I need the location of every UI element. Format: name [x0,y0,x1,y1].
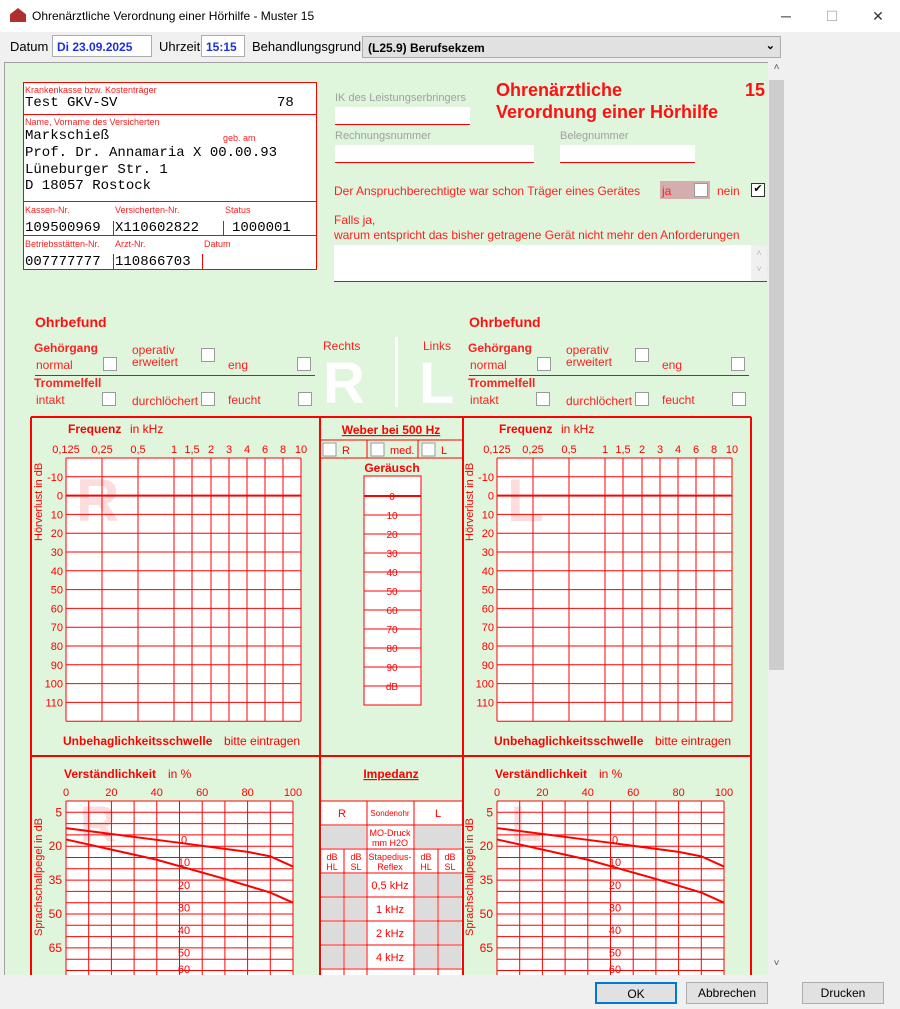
window-title: Ohrenärztliche Verordnung einer Hörhilfe - Muster 15 [32,9,315,23]
impedanz-db-sl: dB [444,852,456,862]
impedanz-l: L [434,808,442,820]
right-percent-label: 80 [241,787,254,799]
right-ear-feucht-label: feucht [228,393,261,407]
left-frequency-title: Frequenz [499,422,553,436]
kasse-value: Test GKV-SV [25,95,118,111]
left-db-label: -10 [478,471,494,484]
left-ear-operativ-label: operativ [566,343,609,357]
left-percent-label: 0 [493,787,501,799]
links-label: Links [423,339,452,353]
geb-label: geb. am [223,133,256,143]
left-percent-label: 40 [581,787,594,799]
arztnr-value: 110866703 [115,254,191,270]
left-frequency-unit: in kHz [561,422,595,436]
name-line-2: Prof. Dr. Annamaria X 00.00.93 [25,145,278,161]
vertical-scrollbar[interactable] [768,62,785,975]
left-speech-db-label: 50 [479,907,493,921]
kassennr-value: 109500969 [25,220,101,236]
right-db-label: 90 [50,659,63,672]
falls-ja-label: Falls ja, [334,213,376,227]
right-curve-label: 50 [177,947,191,960]
left-ear-gehoergang-heading: Gehörgang [468,341,533,355]
right-ear-ohrbefund-title: Ohrbefund [35,314,107,330]
right-percent-label: 0 [62,787,70,799]
right-speech-db-label: 50 [48,907,62,921]
behandlungsgrund-label: Behandlungsgrund [252,39,362,54]
right-percent-label: 60 [196,787,209,799]
geraeusch-label-40: 40 [386,568,398,579]
impedanz-db-hl: dB [326,852,338,862]
close-button[interactable]: ✕ [872,8,884,24]
right-db-label: 20 [50,528,63,541]
right-curve-label: 10 [177,857,191,870]
print-button[interactable]: Drucken [802,982,884,1004]
right-ear-normal-label: normal [36,358,73,372]
impedanz-title: Impedanz [363,767,419,781]
cancel-button[interactable]: Abbrechen [686,982,768,1004]
left-ear-erweitert-label: erweitert [566,355,613,369]
right-freq-label: 3 [225,444,233,456]
weber-R-label: R [342,445,350,457]
left-ear-durchloechert-label: durchlöchert [566,394,633,408]
bsnr-value: 007777777 [25,254,101,270]
right-speech-db-label: 20 [48,839,62,854]
behandlungsgrund-select[interactable] [362,36,781,58]
right-freq-label: 1 [170,444,178,456]
right-watermark-letter: R [76,467,120,534]
impedanz-value-cell [345,946,366,968]
weber-L-checkbox[interactable] [422,443,435,456]
right-ear-durchloechert-label: durchlöchert [132,394,199,408]
left-freq-label: 6 [692,444,700,456]
left-freq-label: 1,5 [615,444,631,456]
left-ear-eng-label: eng [662,358,683,372]
right-frequency-title: Frequenz [68,422,122,436]
right-speech-ylabel: Sprachschallpegel in dB [33,817,45,936]
ja-label: ja [662,184,672,198]
right-curve-label: 0 [180,834,188,847]
left-footer-bold: Unbehaglichkeitsschwelle [494,734,644,748]
left-freq-label: 4 [674,444,682,456]
left-freq-label: 3 [656,444,664,456]
left-percent-label: 20 [536,787,549,799]
impedanz-value-cell [439,874,461,896]
right-db-label: 0 [56,490,63,503]
right-speech-db-label: 65 [48,940,62,955]
right-freq-label: 10 [294,444,308,456]
datum-input[interactable]: Di 23.09.2025 [52,35,152,57]
impedanz-value-cell [322,874,343,896]
geraeusch-label-20: 20 [386,530,398,541]
left-watermark-letter: L [507,467,544,534]
textarea-scrollbar[interactable]: ˄ ˅ [751,245,767,281]
behandlungsgrund-value: (L25.9) Berufsekzem [368,41,485,55]
left-db-label: 20 [481,528,494,541]
right-speech-title: Verständlichkeit [64,767,157,781]
left-speech-db-label: 20 [479,839,493,854]
right-freq-label: 6 [261,444,269,456]
scrollbar-thumb[interactable] [769,80,784,670]
impedanz-mm-h2o: mm H2O [372,838,408,848]
impedanz-reflex: Reflex [377,862,403,872]
geraeusch-label-0: 0 [389,492,395,503]
impedanz-sondenohr: Sondenohr [370,809,410,818]
left-db-label: 90 [481,659,494,672]
impedanz-db-hl-unit: HL [326,862,338,872]
geraeusch-label-30: 30 [386,549,398,560]
bsnr-label: Betriebsstätten-Nr. [25,239,100,249]
right-footer-bold: Unbehaglichkeitsschwelle [63,734,213,748]
left-db-label: 50 [481,584,494,597]
form-panel [4,62,768,975]
right-freq-label: 2 [207,444,215,456]
left-speech-unit: in % [599,767,623,781]
left-freq-label: 1 [601,444,609,456]
geraeusch-label-10: 10 [386,511,398,522]
impedanz-value-cell [322,946,343,968]
right-speech-unit: in % [168,767,192,781]
impedanz-r-mo-cell [322,826,366,848]
form-title-line-2: Verordnung einer Hörhilfe [496,102,719,122]
weber-med-checkbox[interactable] [371,443,384,456]
left-curve-label: 10 [608,857,622,870]
impedanz-l-mo-cell [415,826,461,848]
right-ear-operativ-label: operativ [132,343,175,357]
geraeusch-label: Geräusch [364,461,420,475]
impedanz-freq: 2 kHz [375,928,405,940]
rechnung-label: Rechnungsnummer [335,130,431,142]
right-db-label: 50 [50,584,63,597]
chevron-down-icon: ⌄ [765,40,775,52]
impedanz-freq: 4 kHz [375,952,405,964]
kassennr-label: Kassen-Nr. [25,205,70,215]
impedanz-value-cell [415,922,437,944]
left-percent-label: 100 [714,787,734,799]
right-db-label: 70 [50,622,63,635]
geraeusch-label-70: 70 [386,625,398,636]
left-ear-intakt-label: intakt [470,393,499,407]
left-freq-label: 8 [710,444,718,456]
impedanz-value-cell [345,922,366,944]
right-footer: bitte eintragen [224,734,301,748]
right-db-label: 40 [50,565,63,578]
right-freq-label: 4 [243,444,251,456]
left-db-label: 80 [481,641,494,653]
impedanz-value-cell [439,922,461,944]
impedanz-value-cell [345,874,366,896]
impedanz-db-sl-unit: SL [350,862,362,872]
left-db-label: 0 [487,490,494,503]
weber-med-label: med. [390,445,415,457]
impedanz-value-cell [439,898,461,920]
impedanz-value-cell [345,898,366,920]
impedanz-value-cell [322,922,343,944]
right-ear-eng-label: eng [228,358,249,372]
impedanz-db-hl-unit: HL [420,862,432,872]
left-ear-ohrbefund-title: Ohrbefund [469,314,541,330]
warum-label: warum entspricht das bisher getragene Gerät nicht mehr den Anforderungen [334,228,740,242]
anspruch-label: Der Anspruchberechtigte war schon Träger eines Gerätes [334,184,641,198]
geraeusch-label-dB: dB [385,682,399,693]
big-r-letter: R [323,351,365,416]
rechts-label: Rechts [323,339,361,353]
audiogram-section [4,62,768,975]
left-ylabel: Hörverlust in dB [464,462,476,541]
left-ear-feucht-label: feucht [662,393,695,407]
left-curve-label: 30 [608,902,622,915]
left-freq-label: 2 [638,444,646,456]
address-line-2: D 18057 Rostock [25,178,152,194]
name-label: Name, Vorname des Versicherten [25,117,160,127]
left-db-label: 30 [481,547,494,559]
right-frequency-unit: in kHz [130,422,164,436]
left-speech-db-label: 65 [479,940,493,955]
right-db-label: 10 [50,509,63,522]
status-label: Status [225,205,251,215]
right-ear-trommelfell-heading: Trommelfell [34,376,102,390]
scroll-down-icon[interactable]: ˅ [773,958,780,969]
ik-label: IK des Leistungserbringers [335,92,466,104]
nein-checkbox[interactable]: ✔ [751,183,765,197]
impedanz-db-hl: dB [420,852,432,862]
app-icon [10,8,26,22]
right-freq-label: 8 [279,444,287,456]
form-title-line-1: Ohrenärztliche [496,80,623,100]
right-ear-intakt-label: intakt [36,393,65,407]
left-curve-label: 50 [608,947,622,960]
left-speech-title: Verständlichkeit [495,767,588,781]
impedanz-stapedius: Stapedius- [368,852,412,862]
ok-button[interactable]: OK [595,982,677,1004]
geraeusch-label-90: 90 [386,663,398,674]
right-curve-label: 20 [177,879,191,892]
datum-label: Datum [10,39,49,54]
left-freq-label: 10 [725,444,739,456]
impedanz-freq: 1 kHz [375,904,405,916]
impedanz-db-sl: dB [350,852,362,862]
left-db-label: 40 [481,565,494,578]
left-freq-label: 0,125 [483,444,511,456]
impedanz-r: R [338,808,346,820]
beleg-label: Belegnummer [560,130,629,142]
right-db-label: -10 [47,471,63,484]
impedanz-value-cell [415,946,437,968]
right-curve-label: 60 [177,964,191,976]
right-ear-gehoergang-heading: Gehörgang [34,341,99,355]
left-db-label: 110 [476,697,494,710]
versnr-label: Versicherten-Nr. [115,205,180,215]
left-speech-ylabel: Sprachschallpegel in dB [464,817,476,936]
left-percent-label: 60 [627,787,640,799]
right-percent-label: 100 [283,787,303,799]
muster-number: 15 [745,80,766,100]
left-db-label: 100 [475,678,494,691]
weber-title: Weber bei 500 Hz [341,423,441,437]
right-db-label: 30 [50,547,63,559]
uhrzeit-label: Uhrzeit [159,39,201,54]
address-line-1: Lüneburger Str. 1 [25,162,168,178]
right-db-label: 100 [44,678,63,691]
right-freq-label: 0,5 [130,444,146,456]
right-freq-label: 0,25 [91,444,113,456]
left-footer: bitte eintragen [655,734,732,748]
status-value: 1000001 [232,220,291,236]
impedanz-freq: 0,5 kHz [371,880,409,892]
maximize-button[interactable]: ☐ [825,8,839,24]
arztnr-label: Arzt-Nr. [115,239,146,249]
datum-header-label: Datum [204,239,231,249]
left-ear-trommelfell-heading: Trommelfell [468,376,536,390]
right-speech-db-label: 35 [48,873,62,888]
left-db-label: 70 [481,622,494,635]
weber-R-checkbox[interactable] [323,443,336,456]
right-freq-label: 0,125 [52,444,80,456]
big-l-letter: L [419,351,455,416]
right-percent-label: 40 [150,787,163,799]
right-db-label: 80 [50,641,63,653]
geraeusch-label-80: 80 [386,644,398,655]
right-ear-erweitert-label: erweitert [132,355,179,369]
scroll-up-icon[interactable]: ˄ [773,62,780,73]
impedanz-value-cell [415,898,437,920]
kasse-nr-value: 78 [277,95,294,111]
right-speech-watermark: R [80,796,117,852]
impedanz-mo-druck: MO-Druck [369,828,411,838]
left-curve-label: 20 [608,879,622,892]
geraeusch-label-50: 50 [386,587,398,598]
right-db-label: 110 [45,697,63,710]
left-freq-label: 0,5 [561,444,577,456]
impedanz-db-sl-unit: SL [444,862,456,872]
kasse-label: Krankenkasse bzw. Kostenträger [25,85,157,95]
impedanz-value-cell [415,874,437,896]
right-db-label: 60 [50,603,63,616]
right-ylabel: Hörverlust in dB [33,462,45,541]
left-freq-label: 0,25 [522,444,544,456]
left-speech-db-label: 5 [486,805,493,820]
left-db-label: 10 [481,509,494,522]
nein-label: nein [717,184,740,198]
geraeusch-label-60: 60 [386,606,398,617]
left-db-label: 60 [481,603,494,616]
right-curve-label: 40 [177,924,191,937]
right-speech-db-label: 5 [55,805,62,820]
left-curve-label: 0 [611,834,619,847]
right-curve-label: 30 [177,902,191,915]
right-percent-label: 20 [105,787,118,799]
right-freq-label: 1,5 [184,444,200,456]
uhrzeit-input[interactable]: 15:15 [201,35,245,57]
name-line-1: Markschieß [25,128,110,144]
versnr-value: X110602822 [115,220,200,236]
left-percent-label: 80 [672,787,685,799]
left-curve-label: 60 [608,964,622,976]
impedanz-value-cell [439,946,461,968]
minimize-button[interactable]: ─ [781,8,791,24]
left-speech-watermark: L [511,796,542,852]
title-bar [0,0,900,32]
left-ear-normal-label: normal [470,358,507,372]
impedanz-value-cell [322,898,343,920]
left-speech-db-label: 35 [479,873,493,888]
left-curve-label: 40 [608,924,622,937]
weber-L-label: L [441,445,448,457]
